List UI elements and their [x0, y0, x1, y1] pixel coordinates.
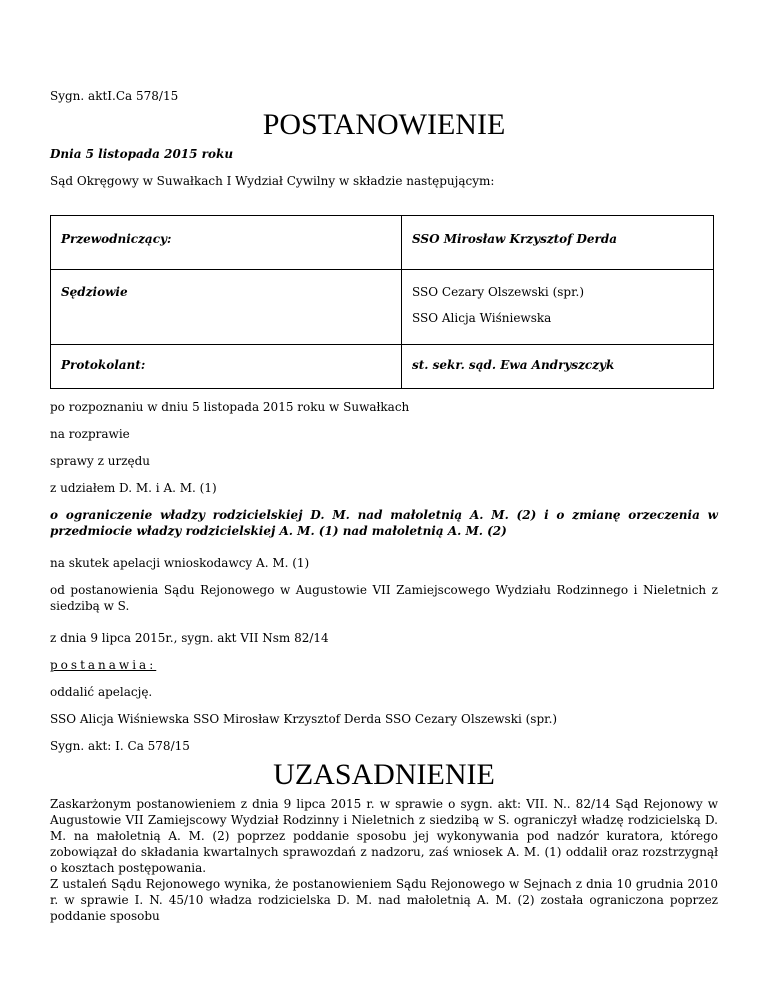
- presiding-name: SSO Mirosław Krzysztof Derda: [412, 232, 618, 246]
- presiding-label-cell: [51, 216, 402, 270]
- case-type: sprawy z urzędu: [50, 454, 151, 468]
- justification-title: UZASADNIENIE: [273, 758, 495, 791]
- judges-label-cell: [51, 270, 402, 345]
- justification-paragraph-1: Zaskarżonym postanowieniem z dnia 9 lipca 2015 r. w sprawie o sygn. akt: VII. N.. 82/14 Sąd Rejonowy w Augustowie VII Zamiejscowy Wydział Rodzinny i Nieletnich z siedzibą w S. ograniczył władzę rodzicielską D. M. na małoletnią A. M. (2) poprzez poddanie sposobu jej wykonywania pod nadzór kuratora, którego zobowiązał do składania kwartalnych sprawozdań z nadzoru, zaś wniosek A. M. (1) oddalił oraz rozstrzygnął o kosztach postępowania.: [50, 797, 718, 875]
- justification-paragraph-2: Z ustaleń Sądu Rejonowego wynika, że postanowieniem Sądu Rejonowego w Sejnach z dnia 10 grudnia 2010 r. w sprawie I. N. 45/10 władza rodzicielska D. M. nad małoletnią A. M. (2) została ograniczona poprzez poddanie sposobu: [50, 877, 718, 923]
- presiding-name-cell: [402, 216, 714, 270]
- ruling-date: Dnia 5 listopada 2015 roku: [50, 147, 234, 161]
- judges-row: [51, 270, 714, 345]
- appeal-info: na skutek apelacji wnioskodawcy A. M. (1): [50, 556, 310, 570]
- lower-court-decision: od postanowienia Sądu Rejonowego w Augustowie VII Zamiejscowego Wydziału Rodzinnego i Nieletnich z siedzibą w S.: [50, 583, 718, 613]
- presiding-label: Przewodniczący:: [61, 232, 172, 246]
- clerk-name-cell: [402, 345, 714, 389]
- clerk-label: Protokolant:: [61, 358, 146, 372]
- ruling-text: oddalić apelację.: [50, 685, 153, 699]
- lower-court-date: z dnia 9 lipca 2015r., sygn. akt VII Nsm 82/14: [50, 631, 329, 645]
- case-subject: o ograniczenie władzy rodzicielskiej D. M. nad małoletnią A. M. (2) i o zmianę orzeczenia w przedmiocie władzy rodzicielskiej A. M. (1) nad małoletnią A. M. (2): [50, 508, 718, 538]
- participants: z udziałem D. M. i A. M. (1): [50, 481, 217, 495]
- presiding-row: [51, 216, 714, 270]
- judges-names-cell: [402, 270, 714, 345]
- clerk-name: st. sekr. sąd. Ewa Andryszczyk: [412, 358, 615, 372]
- hearing-info: po rozpoznaniu w dniu 5 listopada 2015 roku w Suwałkach: [50, 400, 410, 414]
- clerk-label-cell: [51, 345, 402, 389]
- decides-heading: postanawia:: [50, 658, 157, 672]
- case-signature-bottom: Sygn. akt: I. Ca 578/15: [50, 739, 190, 753]
- judges-label: Sędziowie: [61, 285, 128, 299]
- judge-name-2: SSO Alicja Wiśniewska: [412, 311, 552, 325]
- judges-signatures: SSO Alicja Wiśniewska SSO Mirosław Krzysztof Derda SSO Cezary Olszewski (spr.): [50, 712, 558, 726]
- case-signature-top: Sygn. aktI.Ca 578/15: [50, 89, 179, 103]
- court-panel-table: [50, 215, 714, 389]
- court-composition: Sąd Okręgowy w Suwałkach I Wydział Cywilny w składzie następującym:: [50, 174, 495, 188]
- clerk-row: [51, 345, 714, 389]
- judge-name-1: SSO Cezary Olszewski (spr.): [412, 285, 585, 299]
- document-title: POSTANOWIENIE: [262, 108, 506, 141]
- hearing-type: na rozprawie: [50, 427, 130, 441]
